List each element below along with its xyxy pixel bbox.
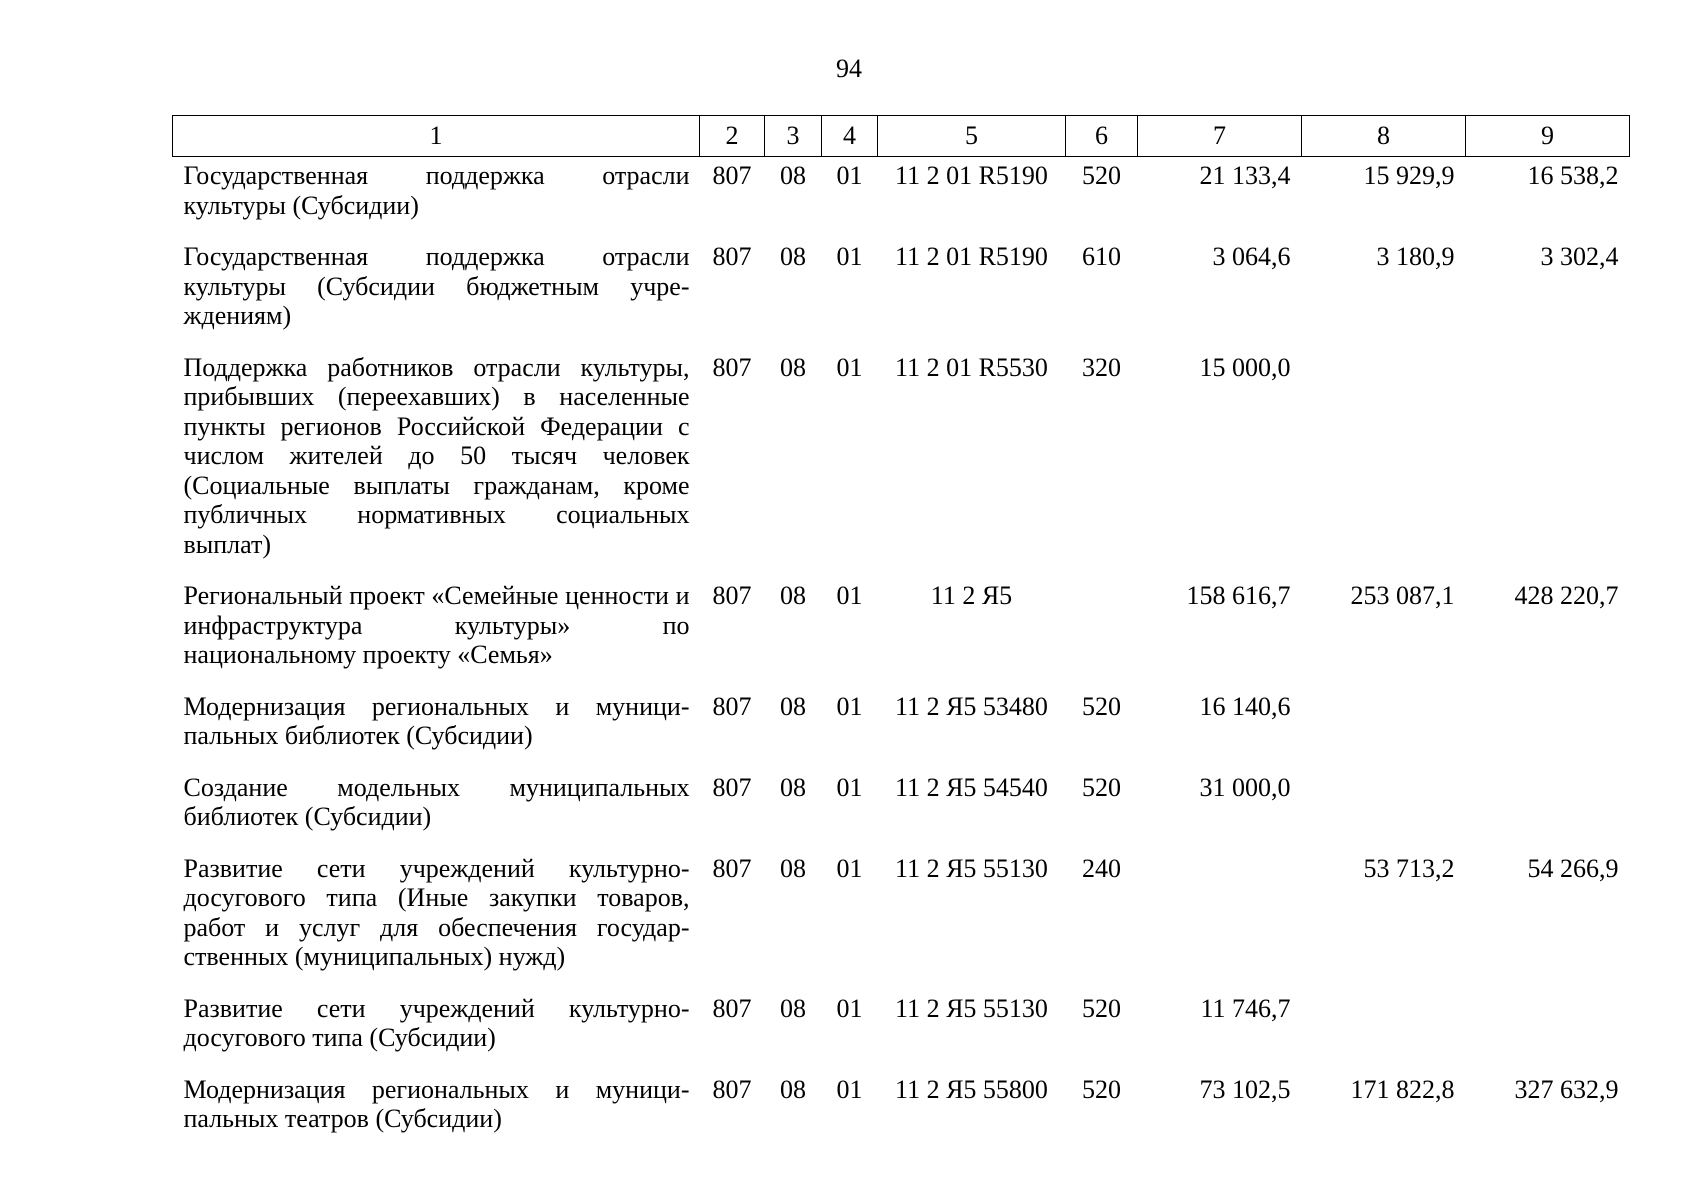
row-amount-col8: 15 929,9: [1363, 161, 1455, 190]
table-header: [173, 116, 1630, 157]
header-col-8: 8: [1302, 116, 1466, 157]
row-amount-col8: 53 713,2: [1363, 853, 1455, 883]
row-subsection-code: 01: [836, 352, 863, 382]
row-target-article: 11 2 01 R5530: [895, 352, 1048, 382]
row-amount-col8: [1302, 681, 1466, 762]
row-name: Создание модельных муниципальных библиотек (Субсидии): [183, 772, 690, 831]
row-expense-type: 610: [1082, 242, 1121, 271]
row-amount-col9: 327 632,9: [1514, 1074, 1619, 1104]
row-ministry-code: 807: [712, 242, 752, 271]
row-amount-col7: 73 102,5: [1199, 1074, 1291, 1104]
row-target-article: 11 2 Я5 55130: [895, 993, 1048, 1023]
row-section-code: 08: [780, 242, 806, 271]
row-amount-col9: [1466, 983, 1630, 1064]
row-amount-col7: 3 064,6: [1212, 242, 1291, 271]
row-ministry-code: 807: [712, 772, 752, 802]
row-expense-type: 520: [1082, 161, 1121, 190]
row-amount-col9: 16 538,2: [1527, 161, 1619, 190]
row-subsection-code: 01: [836, 242, 863, 271]
header-col-2: 2: [700, 116, 765, 157]
header-col-6: 6: [1066, 116, 1138, 157]
row-ministry-code: 807: [712, 352, 752, 382]
header-col-7: 7: [1138, 116, 1302, 157]
row-ministry-code: 807: [712, 853, 752, 883]
row-amount-col7: 16 140,6: [1199, 691, 1291, 721]
row-subsection-code: 01: [836, 993, 863, 1023]
row-target-article: 11 2 Я5 53480: [895, 691, 1048, 721]
row-subsection-code: 01: [836, 691, 863, 721]
row-amount-col8: [1302, 342, 1466, 571]
row-name: Развитие сети учреждений культурно-досугового типа (Иные закупки товаров, работ и услуг для обеспечения государственных (муниципальных) нужд): [183, 853, 690, 971]
row-section-code: 08: [780, 993, 806, 1023]
row-amount-col7: 158 616,7: [1186, 581, 1291, 610]
row-name: Модернизация региональных и муниципальных театров (Субсидии): [183, 1074, 690, 1133]
table-row: [173, 1064, 1630, 1145]
row-target-article: 11 2 Я5: [930, 581, 1013, 610]
row-target-article: 11 2 01 R5190: [895, 242, 1048, 271]
row-subsection-code: 01: [836, 853, 863, 883]
row-name: Региональный проект «Семейные ценности и инфраструктура культуры» по национальному проекту «Семья»: [183, 581, 690, 669]
header-col-4: 4: [822, 116, 878, 157]
row-name: Развитие сети учреждений культурно-досугового типа (Субсидии): [183, 993, 690, 1052]
row-amount-col8: 171 822,8: [1350, 1074, 1455, 1104]
row-amount-col9: 428 220,7: [1514, 581, 1619, 610]
row-amount-col8: 3 180,9: [1376, 242, 1455, 271]
row-amount-col7: 15 000,0: [1199, 352, 1291, 382]
row-amount-col8: [1302, 762, 1466, 843]
row-ministry-code: 807: [712, 1074, 752, 1104]
row-name: Поддержка работников отрасли культуры, прибывших (переехавших) в населенные пункты регионов Российской Федерации с числом жителей до 50 тысяч человек (Социальные выплаты гражданам, кроме публичных нормативных социальных выплат): [183, 352, 690, 559]
table-row: [173, 231, 1630, 342]
budget-table: [172, 115, 1630, 1145]
row-ministry-code: 807: [712, 161, 752, 190]
table-row: [173, 681, 1630, 762]
row-amount-col7: 31 000,0: [1199, 772, 1291, 802]
row-expense-type: 320: [1082, 352, 1121, 382]
row-expense-type: 520: [1082, 993, 1121, 1023]
row-name: Государственная поддержка отрасли культуры (Субсидии): [183, 161, 690, 220]
table-row: [173, 157, 1630, 232]
row-subsection-code: 01: [836, 1074, 863, 1104]
row-expense-type: 520: [1082, 691, 1121, 721]
row-subsection-code: 01: [836, 581, 863, 610]
row-subsection-code: 01: [836, 161, 863, 190]
table-row: [173, 762, 1630, 843]
row-amount-col9: [1466, 342, 1630, 571]
row-amount-col7: 21 133,4: [1199, 161, 1291, 190]
row-ministry-code: 807: [712, 691, 752, 721]
row-amount-col9: 3 302,4: [1540, 242, 1619, 271]
header-row: [173, 116, 1630, 157]
row-target-article: 11 2 Я5 55130: [895, 853, 1048, 883]
row-expense-type: 240: [1082, 853, 1121, 883]
row-subsection-code: 01: [836, 772, 863, 802]
row-amount-col7: 11 746,7: [1200, 993, 1291, 1023]
header-col-5: 5: [878, 116, 1066, 157]
table-row: [173, 843, 1630, 983]
row-target-article: 11 2 Я5 54540: [895, 772, 1048, 802]
row-expense-type: [1066, 570, 1138, 681]
row-amount-col9: [1466, 762, 1630, 843]
header-col-9: 9: [1466, 116, 1630, 157]
row-section-code: 08: [780, 853, 806, 883]
row-ministry-code: 807: [712, 993, 752, 1023]
row-amount-col7: [1138, 843, 1302, 983]
row-target-article: 11 2 Я5 55800: [895, 1074, 1048, 1104]
table-row: [173, 983, 1630, 1064]
row-amount-col8: [1302, 983, 1466, 1064]
table-row: [173, 570, 1630, 681]
table-body: [173, 157, 1630, 1145]
row-section-code: 08: [780, 772, 806, 802]
row-section-code: 08: [780, 1074, 806, 1104]
row-expense-type: 520: [1082, 772, 1121, 802]
row-amount-col9: 54 266,9: [1527, 853, 1619, 883]
header-col-1: 1: [173, 116, 700, 157]
row-amount-col9: [1466, 681, 1630, 762]
page-number: 94: [836, 54, 862, 83]
row-section-code: 08: [780, 161, 806, 190]
row-amount-col8: 253 087,1: [1350, 581, 1455, 610]
header-col-3: 3: [765, 116, 822, 157]
row-name: Государственная поддержка отрасли культуры (Субсидии бюджетным учреждениям): [183, 242, 690, 330]
row-section-code: 08: [780, 352, 806, 382]
row-expense-type: 520: [1082, 1074, 1121, 1104]
row-section-code: 08: [780, 581, 806, 610]
row-name: Модернизация региональных и муниципальных библиотек (Субсидии): [183, 691, 690, 750]
row-ministry-code: 807: [712, 581, 752, 610]
table-row: [173, 342, 1630, 571]
row-target-article: 11 2 01 R5190: [895, 161, 1048, 190]
row-section-code: 08: [780, 691, 806, 721]
